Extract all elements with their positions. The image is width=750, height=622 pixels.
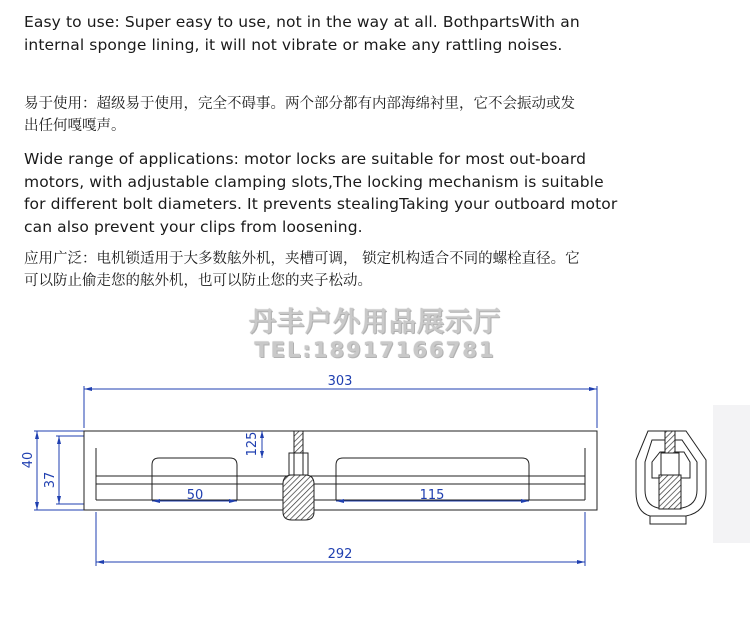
dim-label-slot-left: 50: [186, 488, 204, 503]
intro-cn-paragraph: 易于使用：超级易于使用，完全不碍事。两个部分都有内部海绵衬里，它不会振动或发出任何嘎嘎声。: [24, 96, 575, 134]
dim-label-bolt-height: 125: [245, 431, 260, 457]
applications-en-paragraph: Wide range of applications: motor locks are suitable for most out-board motors, with adjustable clamping slots,The locking mechanism is suitable for different bolt diameters. It prevents stealingTaking your outboard motor can also prevent your clips from loosening.: [24, 150, 618, 236]
dim-label-height-inner: 37: [43, 471, 58, 489]
intro-en-paragraph: Easy to use: Super easy to use, not in the way at all. BothpartsWith an internal sponge lining, it will not vibrate or make any rattling noises.: [24, 13, 580, 54]
dim-label-height-total: 40: [21, 451, 36, 469]
center-bolt: [283, 431, 314, 520]
watermark-store-name: 丹丰户外用品展示厅: [249, 307, 501, 338]
dim-label-top-length: 303: [327, 374, 353, 389]
applications-cn-paragraph: 应用广泛：电机锁适用于大多数舷外机，夹槽可调， 锁定机构适合不同的螺栓直径。它可以防止偷走您的舷外机，也可以防止您的夹子松动。: [24, 251, 580, 289]
dim-label-slot-right: 115: [419, 488, 445, 503]
dimension-top-length: [84, 386, 597, 428]
dimension-bolt-height: [260, 431, 264, 458]
watermark-phone: TEL:18917166781: [254, 338, 496, 362]
technical-drawing: [0, 360, 750, 622]
lock-bar-outline: [84, 431, 597, 510]
dimension-left-heights: [34, 431, 84, 510]
side-view-bolt: [659, 431, 681, 509]
dim-label-bottom-length: 292: [327, 547, 353, 562]
